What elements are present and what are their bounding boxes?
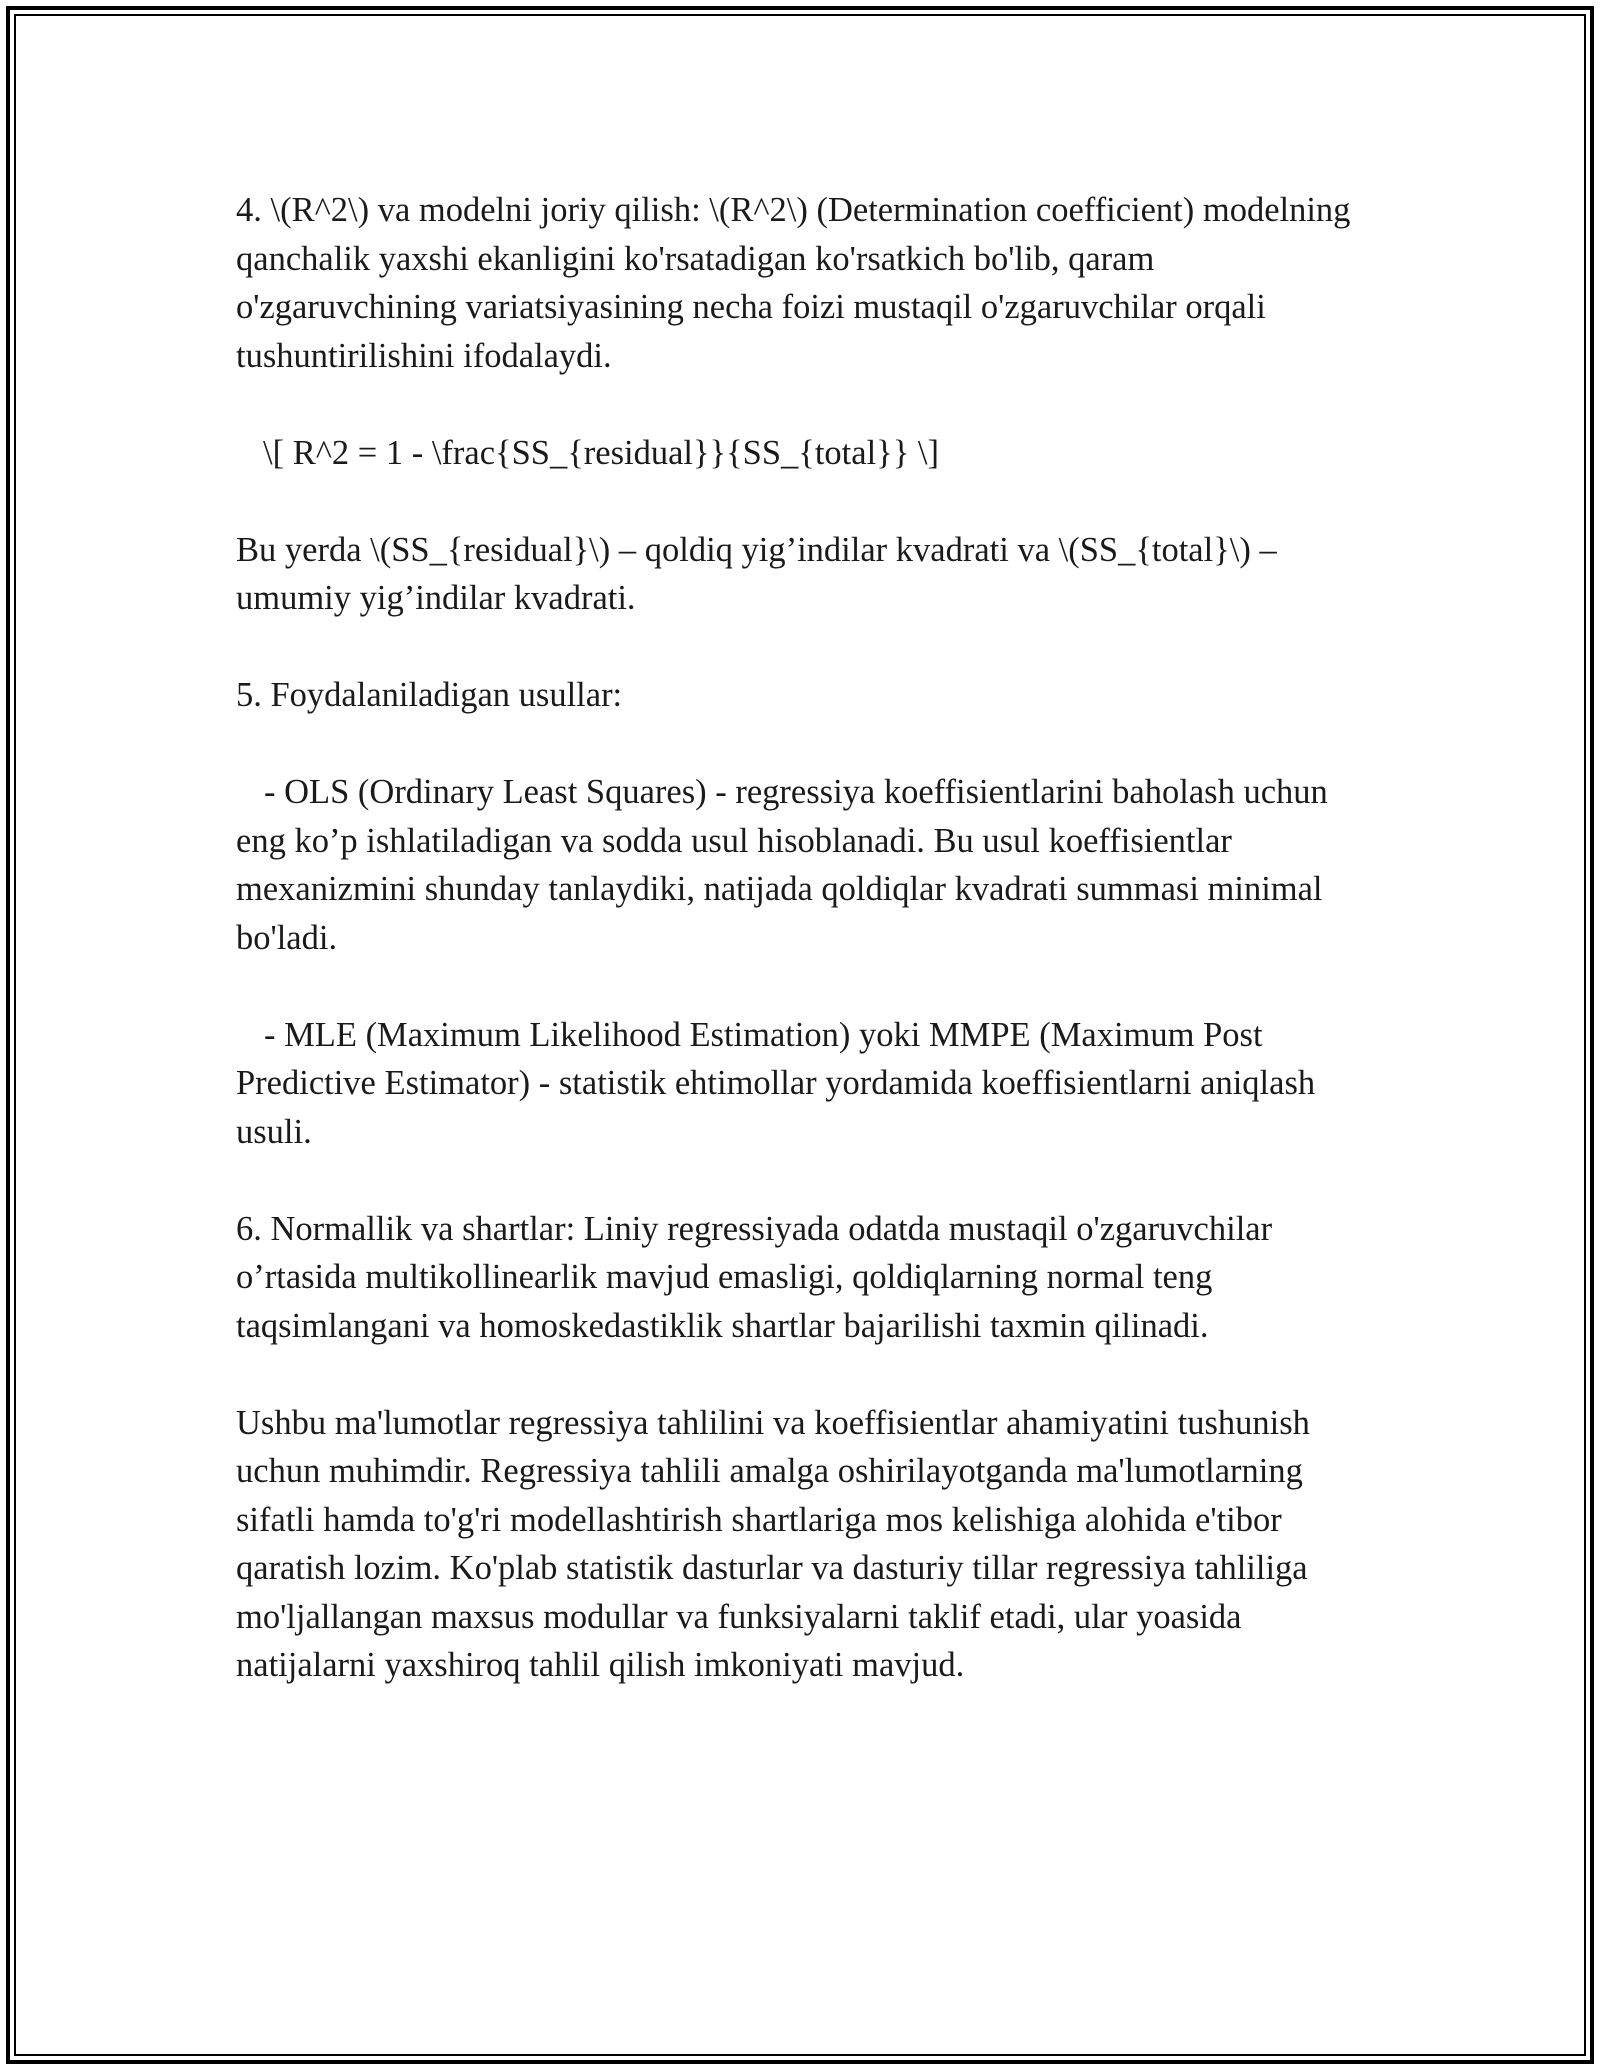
list-item-ols [236,768,1366,962]
list-item-mle-text: - MLE (Maximum Likelihood Estimation) yoki MMPE (Maximum Post Predictive Estimator) - statistik ehtimollar yordamida koeffisientlarni aniqlash usuli. [236,1015,1324,1151]
list-item-ols-text: - OLS (Ordinary Least Squares) - regressiya koeffisientlarini baholash uchun eng ko’p ishlatiladigan va sodda usul hisoblanadi. Bu usul koeffisientlar mexanizmini shunday tanlaydiki, natijada qoldiqlar kvadrati summasi minimal bo'ladi. [236,773,1337,957]
paragraph-ss-definition: Bu yerda \(SS_{residual}\) – qoldiq yig’indilar kvadrati va \(SS_{total}\) – umumiy yig’indilar kvadrati. [236,530,1286,617]
paragraph-normality: 6. Normallik va shartlar: Liniy regressiyada odatda mustaqil o'zgaruvchilar o’rtasida multikollinearlik mavjud emasligi, qoldiqlarning normal teng taqsimlangani va homoskedastiklik shartlar bajarilishi taxmin qilinadi. [236,1209,1281,1345]
heading-methods: 5. Foydalaniladigan usullar: [236,676,623,714]
document-body [236,186,1366,1738]
paragraph-conclusion: Ushbu ma'lumotlar regressiya tahlilini va koeffisientlar ahamiyatini tushunish uchun muhimdir. Regressiya tahlili amalga oshirilayotganda ma'lumotlarning sifatli hamda to'g'ri modellashtirish shartlariga mos kelishiga alohida e'tibor qaratish lozim. Ko'plab statistik dasturlar va dasturiy tillar regressiya tahliliga mo'ljallangan maxsus modullar va funksiyalarni taklif etadi, ular yoasida natijalarni yaxshiroq tahlil qilish imkoniyati mavjud. [236,1403,1319,1684]
formula-r-squared: \[ R^2 = 1 - \frac{SS_{residual}}{SS_{total}} \] [263,433,939,472]
paragraph-r-squared: 4. \(R^2\) va modelni joriy qilish: \(R^2\) (Determination coefficient) modelning qanchalik yaxshi ekanligini ko'rsatadigan ko'rsatkich bo'lib, qaram o'zgaruvchining variatsiyasining necha foizi mustaqil o'zgaruvchilar orqali tushuntirilishini ifodalaydi. [236,191,1360,375]
list-item-mle [236,1011,1366,1157]
